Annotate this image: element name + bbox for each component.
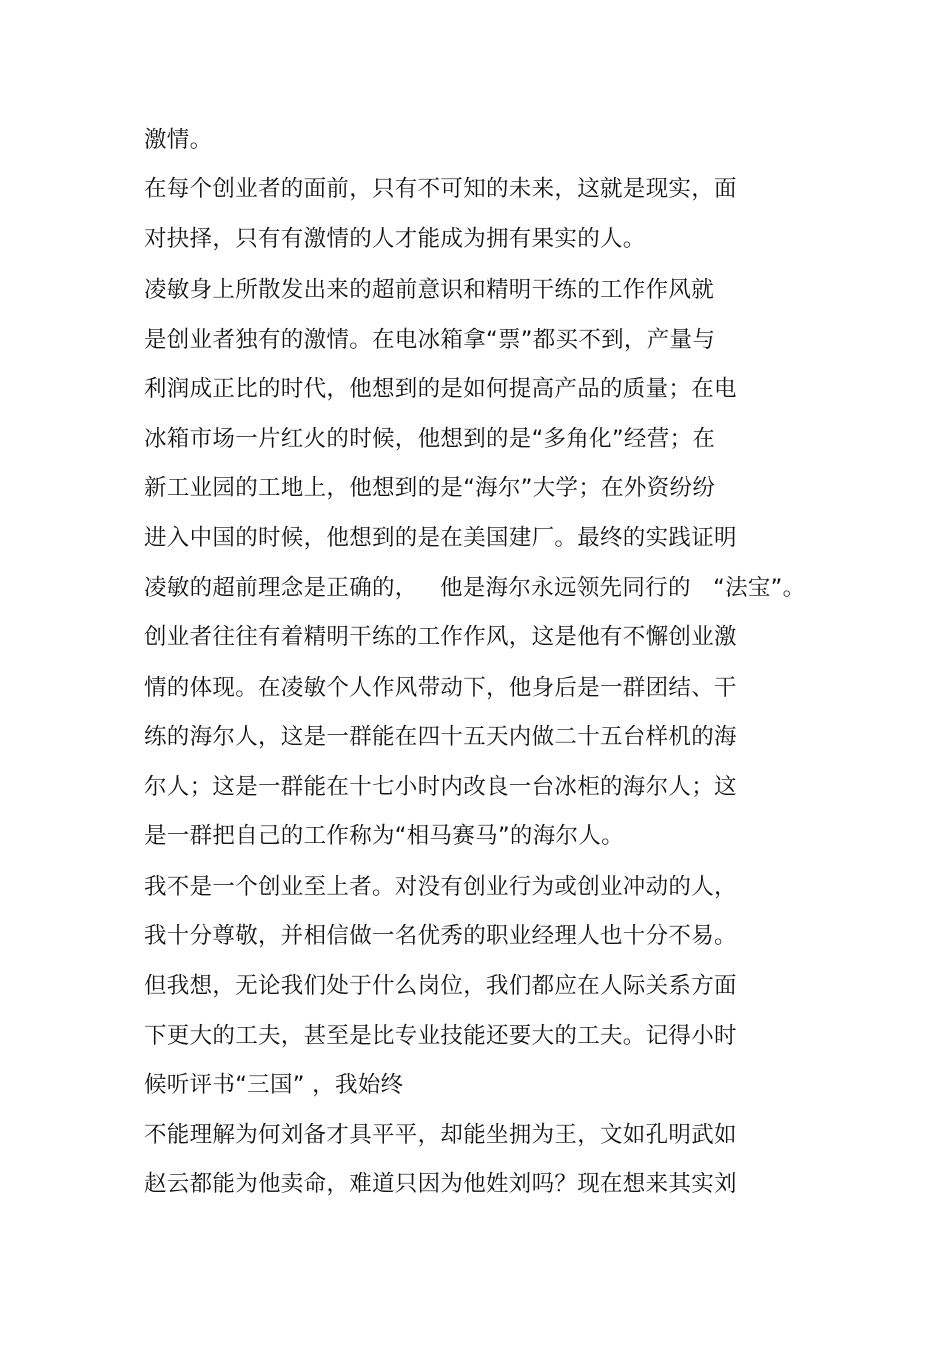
text-line: 进入中国的时候，他想到的是在美国建厂。最终的实践证明	[144, 525, 737, 551]
text-line: 赵云都能为他卖命，难道只因为他姓刘吗？现在想来其实刘	[144, 1171, 737, 1197]
text-line: 激情。	[144, 127, 213, 153]
text-line: 在每个创业者的面前，只有不可知的未来，这就是现实，面	[144, 176, 737, 202]
text-line: 新工业园的工地上，他想到的是“海尔”大学；在外资纷纷	[144, 475, 716, 501]
text-line: 是一群把自己的工作称为“相马赛马”的海尔人。	[144, 823, 624, 849]
text-line: 我不是一个创业至上者。对没有创业行为或创业冲动的人，	[144, 874, 737, 900]
text-line: 但我想，无论我们处于什么岗位，我们都应在人际关系方面	[144, 973, 737, 999]
text-line: 练的海尔人，这是一群能在四十五天内做二十五台样机的海	[144, 724, 737, 750]
text-line: 情的体现。在凌敏个人作风带动下，他身后是一群团结、干	[144, 675, 737, 701]
text-line: 凌敏身上所散发出来的超前意识和精明干练的工作作风就	[144, 277, 715, 303]
text-line: 不能理解为何刘备才具平平，却能坐拥为王，文如孔明武如	[144, 1122, 737, 1148]
text-line: 创业者往往有着精明干练的工作作风，这是他有不懈创业激	[144, 624, 737, 650]
text-line: 凌敏的超前理念是正确的， 他是海尔永远领先同行的 “法宝”。	[144, 575, 806, 601]
text-line: 冰箱市场一片红火的时候，他想到的是“多角化”经营；在	[144, 426, 716, 452]
text-line: 是创业者独有的激情。在电冰箱拿“票”都买不到，产量与	[144, 327, 716, 353]
text-line: 候听评书“三国” ，我始终	[144, 1072, 404, 1098]
text-line: 尔人；这是一群能在十七小时内改良一台冰柜的海尔人；这	[144, 774, 737, 800]
text-line: 我十分尊敬，并相信做一名优秀的职业经理人也十分不易。	[144, 923, 737, 949]
text-line: 利润成正比的时代，他想到的是如何提高产品的质量；在电	[144, 376, 737, 402]
text-line: 对抉择，只有有激情的人才能成为拥有果实的人。	[144, 226, 646, 252]
text-line: 下更大的工夫，甚至是比专业技能还要大的工夫。记得小时	[144, 1023, 737, 1049]
